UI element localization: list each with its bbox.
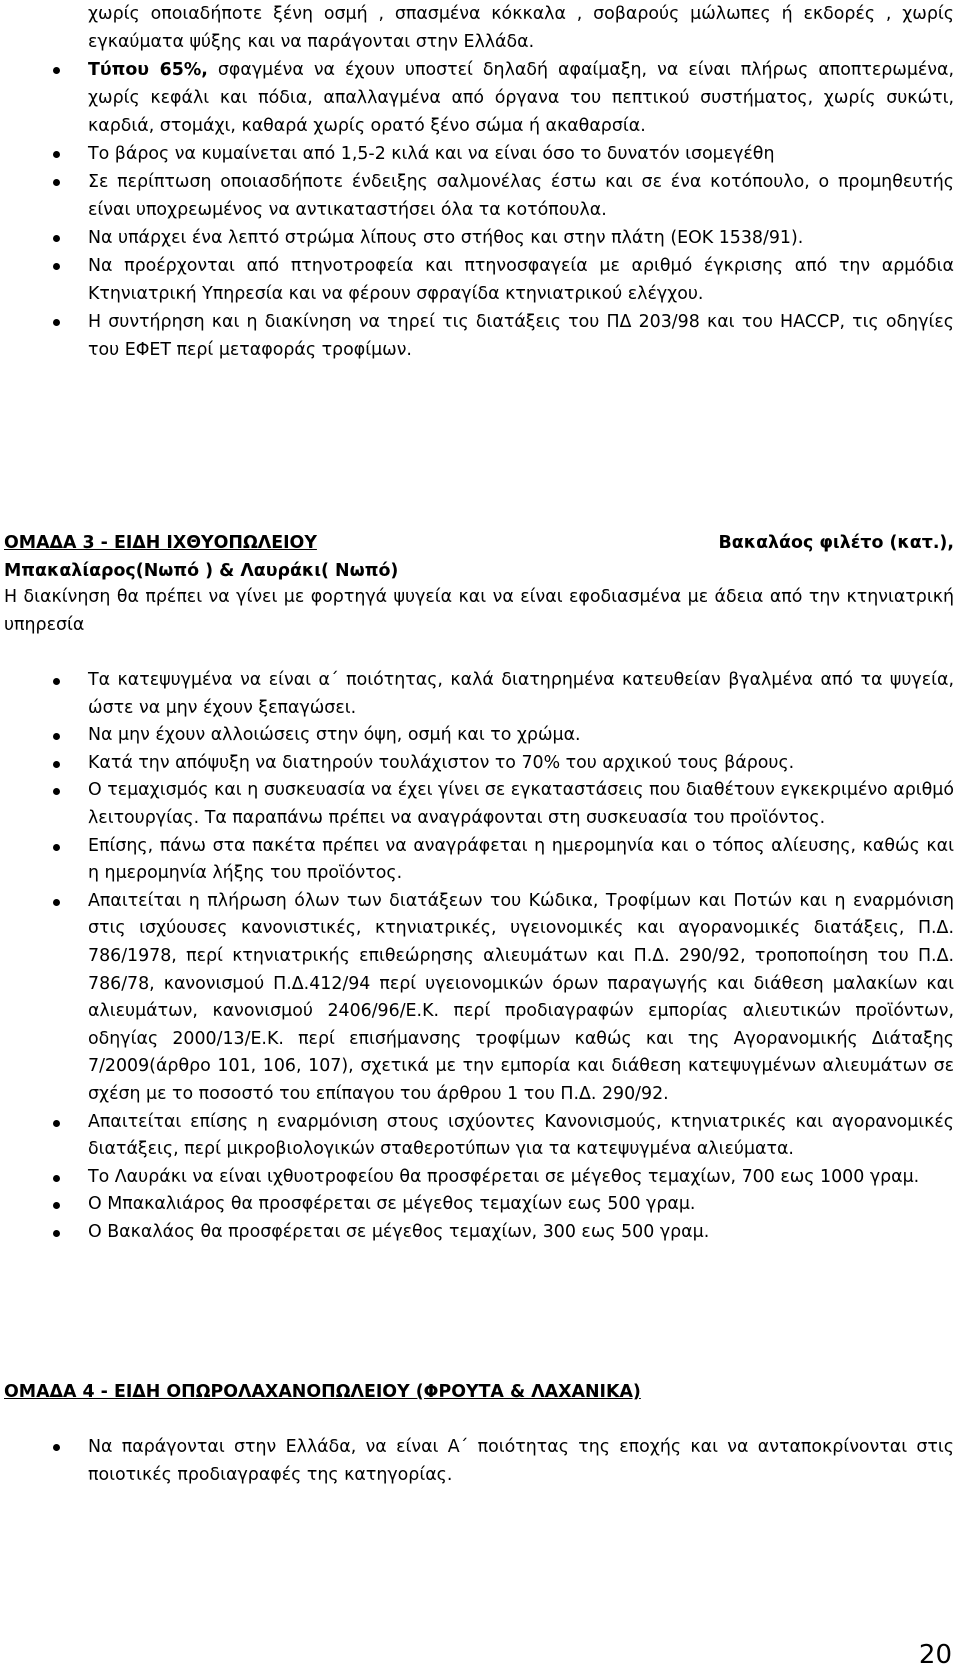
group3-intro: Η διακίνηση θα πρέπει να γίνει με φορτηγά ψυγεία και να είναι εφοδιασμένα με άδεια από την κτηνιατρική υπηρεσία bbox=[4, 587, 954, 635]
list-item: Ο Βακαλάος θα προσφέρεται σε μέγεθος τεμαχίων, 300 εως 500 γραμ. bbox=[0, 1219, 954, 1247]
group2-bullet-list bbox=[0, 56, 954, 364]
group3-bullet-list bbox=[0, 667, 954, 1246]
list-item: Επίσης, πάνω στα πακέτα πρέπει να αναγράφεται η ημερομηνία και ο τόπος αλίευσης, καθώς και η ημερομηνία λήξης του προϊόντος. bbox=[0, 833, 954, 888]
list-item: Ο Μπακαλιάρος θα προσφέρεται σε μέγεθος τεμαχίων εως 500 γραμ. bbox=[0, 1191, 954, 1219]
list-item: Το Λαυράκι να είναι ιχθυοτροφείου θα προσφέρεται σε μέγεθος τεμαχίων, 700 εως 1000 γραμ. bbox=[0, 1164, 954, 1192]
group3-heading bbox=[4, 529, 954, 585]
page-number: 20 bbox=[918, 1640, 952, 1670]
continuation-paragraph: χωρίς οποιαδήποτε ξένη οσμή , σπασμένα κόκκαλα , σοβαρούς μώλωπες ή εκδορές , χωρίς εγκαύματα ψύξης και να παράγονται στην Ελλάδα. bbox=[88, 4, 954, 52]
list-item: Να μην έχουν αλλοιώσεις στην όψη, οσμή και το χρώμα. bbox=[0, 722, 954, 750]
group4-bullet-list bbox=[0, 1433, 954, 1489]
list-item: Ο τεμαχισμός και η συσκευασία να έχει γίνει σε εγκαταστάσεις που διαθέτουν εγκεκριμένο αριθμό λειτουργίας. Τα παραπάνω πρέπει να αναγράφονται στη συσκευασία του προϊόντος. bbox=[0, 777, 954, 832]
list-item: Απαιτείται η πλήρωση όλων των διατάξεων του Κώδικα, Τροφίμων και Ποτών και η εναρμόνιση στις ισχύουσες κανονιστικές, κτηνιατρικές, υγειονομικές και αγορανομικές διατάξεις, Π.Δ. 786/1978, περί κτηνιατρικής επιθεώρησης αλιευμάτων και Π.Δ. 290/92, τροποποίηση του Π.Δ. 786/78, κανονισμού Π.Δ.412/94 περί υγειονομικών όρων παραγωγής και διάθεση μαλακίων και αλιευμάτων, κανονισμού 2406/96/Ε.Κ. περί προδιαγραφών εμπορίας αλιευτικών προϊόντων, οδηγίας 2000/13/Ε.Κ. περί επισήμανσης τροφίμων καθώς και της Αγορανομικής Διάταξης 7/2009(άρθρο 101, 106, 107), σχετικά με την εμπορία και διάθεση κατεψυγμένων αλιευμάτων σε σχέση με το ποσοστό του επίπαγου του άρθρου 1 του Π.Δ. 290/92. bbox=[0, 888, 954, 1109]
bullet-bold-lead: Τύπου 65%, bbox=[88, 60, 208, 80]
bullet-text: σφαγμένα να έχουν υποστεί δηλαδή αφαίμαξη, να είναι πλήρως αποπτερωμένα, χωρίς κεφάλι και πόδια, απαλλαγμένα από όργανα του πεπτικού συστήματος, χωρίς συκώτι, καρδιά, στομάχι, καθαρά χωρίς ορατό ξένο σώμα ή ακαθαρσία. bbox=[88, 60, 955, 136]
group3-heading-underlined: ΟΜΑΔΑ 3 - ΕΙΔΗ ΙΧΘΥΟΠΩΛΕΙΟΥ bbox=[4, 533, 317, 553]
list-item: Να υπάρχει ένα λεπτό στρώμα λίπους στο στήθος και στην πλάτη (ΕΟΚ 1538/91). bbox=[0, 224, 954, 252]
list-item: Σε περίπτωση οποιασδήποτε ένδειξης σαλμονέλας έστω και σε ένα κοτόπουλο, ο προμηθευτής είναι υποχρεωμένος να αντικαταστήσει όλα τα κοτόπουλα. bbox=[0, 168, 954, 224]
group3-heading-rest: Βακαλάος φιλέτο (κατ.), bbox=[718, 533, 954, 553]
group4-heading: ΟΜΑΔΑ 4 - ΕΙΔΗ ΟΠΩΡΟΛΑΧΑΝΟΠΩΛΕΙΟΥ (ΦΡΟΥΤΑ & ΛΑΧΑΝΙΚΑ) bbox=[4, 1382, 641, 1402]
list-item: Να προέρχονται από πτηνοτροφεία και πτηνοσφαγεία με αριθμό έγκρισης από την αρμόδια Κτηνιατρική Υπηρεσία και να φέρουν σφραγίδα κτηνιατρικού ελέγχου. bbox=[0, 252, 954, 308]
list-item: Κατά την απόψυξη να διατηρούν τουλάχιστον το 70% του αρχικού τους βάρους. bbox=[0, 750, 954, 778]
list-item: Το βάρος να κυμαίνεται από 1,5-2 κιλά και να είναι όσο το δυνατόν ισομεγέθη bbox=[0, 140, 954, 168]
list-item bbox=[0, 56, 954, 140]
list-item: Να παράγονται στην Ελλάδα, να είναι Α΄ ποιότητας της εποχής και να ανταποκρίνονται στις ποιοτικές προδιαγραφές της κατηγορίας. bbox=[0, 1433, 954, 1489]
group3-heading-line2: Μπακαλίαρος(Νωπό ) & Λαυράκι( Νωπό) bbox=[4, 561, 399, 581]
list-item: Απαιτείται επίσης η εναρμόνιση στους ισχύοντες Κανονισμούς, κτηνιατρικές και αγορανομικές διατάξεις, περί μικροβιολογικών σταθεροτύπων για τα κατεψυγμένα αλιεύματα. bbox=[0, 1109, 954, 1164]
list-item: Η συντήρηση και η διακίνηση να τηρεί τις διατάξεις του ΠΔ 203/98 και του HACCP, τις οδηγίες του ΕΦΕΤ περί μεταφοράς τροφίμων. bbox=[0, 308, 954, 364]
list-item: Τα κατεψυγμένα να είναι α΄ ποιότητας, καλά διατηρημένα κατευθείαν βγαλμένα από τα ψυγεία, ώστε να μην έχουν ξεπαγώσει. bbox=[0, 667, 954, 722]
